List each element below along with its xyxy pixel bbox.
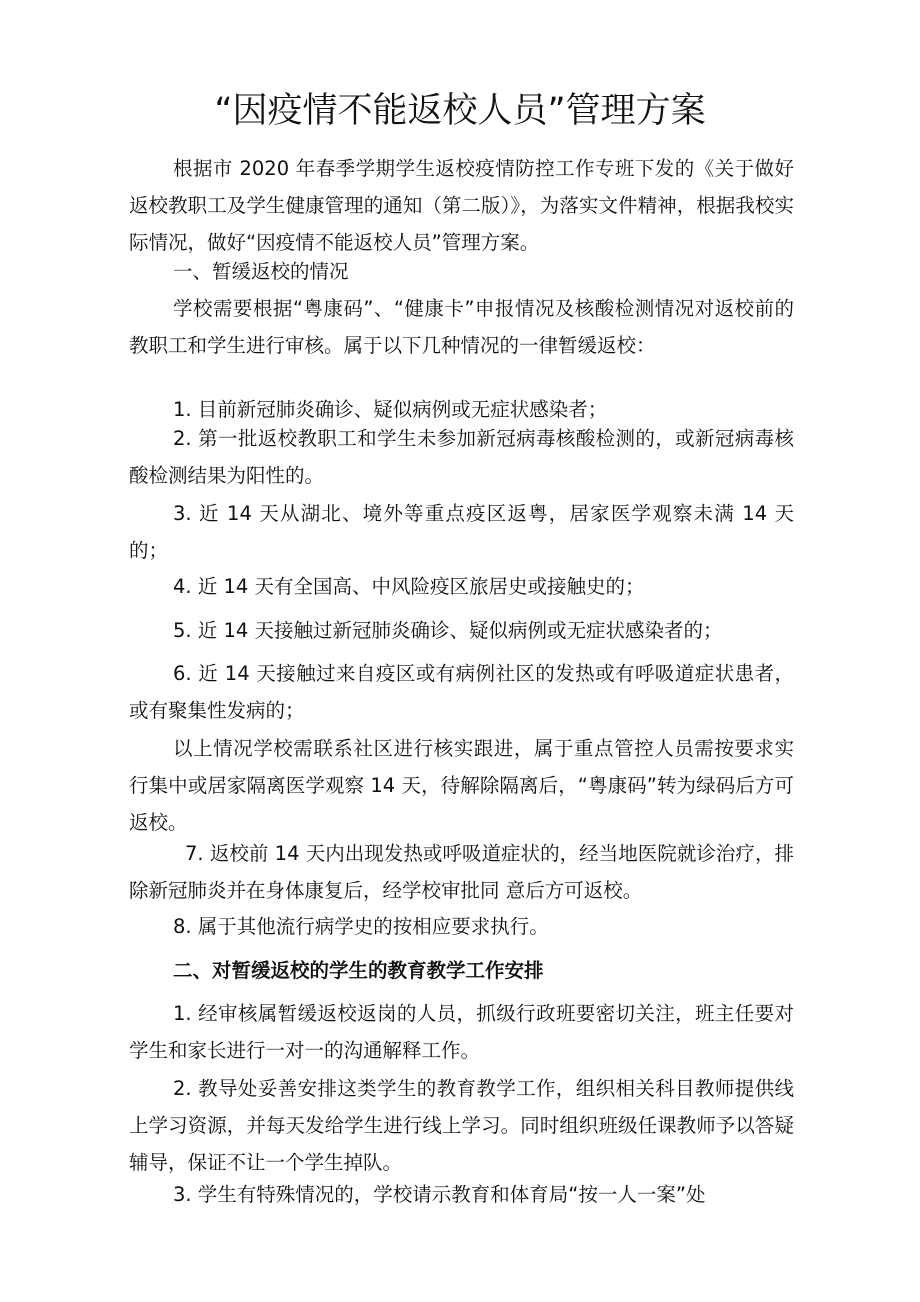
section1-lead-paragraph: 学校需要根据“粤康码”、“健康卡”申报情况及核酸检测情况对返校前的教职工和学生进行审核。属于以下几种情况的一律暂缓返校： [129, 297, 794, 357]
list-item: 1. 目前新冠肺炎确诊、疑似病例或无症状感染者； [173, 398, 608, 421]
list-item: 2. 第一批返校教职工和学生未参加新冠病毒核酸检测的，或新冠病毒核酸检测结果为阳性的。 [129, 427, 794, 487]
list-item: 3. 学生有特殊情况的，学校请示教育和体育局“按一人一案”处 [173, 1183, 706, 1206]
list-item: 6. 近 14 天接触过来自疫区或有病例社区的发热或有呼吸道症状患者，或有聚集性发病的； [129, 662, 794, 722]
section2-heading: 二、对暂缓返校的学生的教育教学工作安排 [173, 959, 544, 982]
intro-paragraph: 根据市 2020 年春季学期学生返校疫情防控工作专班下发的《关于做好返校教职工及学生健康管理的通知（第二版）》，为落实文件精神，根据我校实际情况，做好“因疫情不能返校人员”管理方案。 [129, 157, 794, 254]
list-item: 3. 近 14 天从湖北、境外等重点疫区返粤，居家医学观察未满 14 天的； [129, 502, 794, 562]
list-item: 5. 近 14 天接触过新冠肺炎确诊、疑似病例或无症状感染者的； [173, 619, 723, 642]
list-item: 1. 经审核属暂缓返校返岗的人员，抓级行政班要密切关注，班主任要对学生和家长进行一对一的沟通解释工作。 [129, 1002, 794, 1062]
list-item: 8. 属于其他流行病学史的按相应要求执行。 [173, 915, 549, 938]
list-item: 2. 教导处妥善安排这类学生的教育教学工作，组织相关科目教师提供线上学习资源，并每天发给学生进行线上学习。同时组织班级任课教师予以答疑辅导，保证不让一个学生掉队。 [129, 1077, 794, 1174]
document-title: “因疫情不能返校人员”管理方案 [214, 91, 706, 131]
list-item: 4. 近 14 天有全国高、中风险疫区旅居史或接触史的； [173, 575, 645, 598]
section1-heading: 一、暂缓返校的情况 [173, 260, 349, 283]
list-item: 7. 返校前 14 天内出现发热或呼吸道症状的，经当地医院就诊治疗，排除新冠肺炎并在身体康复后，经学校审批同 意后方可返校。 [129, 842, 794, 902]
note-paragraph: 以上情况学校需联系社区进行核实跟进，属于重点管控人员需按要求实行集中或居家隔离医学观察 14 天，待解除隔离后，“粤康码”转为绿码后方可返校。 [129, 737, 794, 834]
